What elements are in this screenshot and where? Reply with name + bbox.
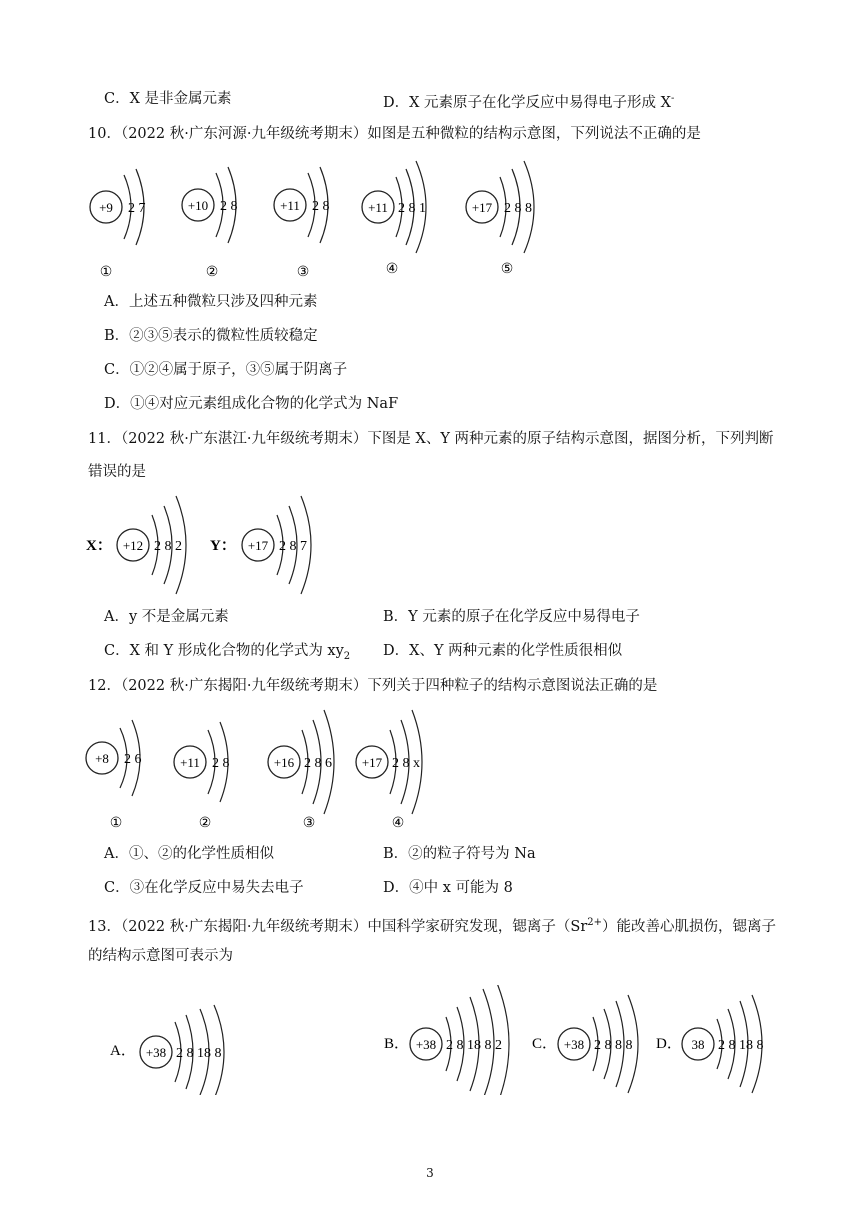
- svg-text:2 8: 2 8: [212, 756, 230, 771]
- q11-option-a: A．y 不是金属元素: [104, 609, 229, 625]
- svg-text:2 7: 2 7: [128, 201, 146, 216]
- svg-text:+17: +17: [361, 755, 383, 770]
- svg-text:②: ②: [198, 816, 212, 831]
- svg-text:2 8: 2 8: [312, 199, 330, 214]
- q10-option-d: D．①④对应元素组成化合物的化学式为 NaF: [104, 396, 399, 412]
- svg-text:+38: +38: [145, 1045, 167, 1060]
- q12-particle-3: [268, 710, 334, 831]
- svg-text:2 8 7: 2 8 7: [279, 539, 307, 554]
- q12-option-d: D．④中 x 可能为 8: [383, 880, 513, 896]
- svg-text:①: ①: [109, 816, 123, 831]
- q13-option-d: [656, 995, 764, 1093]
- svg-text:B．: B．: [384, 1036, 410, 1052]
- svg-text:④: ④: [391, 816, 405, 831]
- svg-text:+17: +17: [247, 538, 269, 553]
- svg-text:2 6: 2 6: [124, 752, 142, 767]
- svg-text:2 8 18 8: 2 8 18 8: [176, 1046, 222, 1061]
- q12-particle-2: [174, 722, 230, 831]
- svg-text:③: ③: [302, 816, 316, 831]
- q11-stem-line-1: 11．（2022 秋·广东湛江·九年级统考期末）下图是 X、Y 两种元素的原子结构示意图，据图分析，下列判断: [88, 431, 774, 447]
- page-number: 3: [426, 1166, 434, 1180]
- svg-text:+10: +10: [187, 198, 209, 213]
- q13-option-c: [532, 995, 638, 1093]
- svg-text:+11: +11: [180, 755, 200, 770]
- svg-text:A．: A．: [110, 1043, 136, 1059]
- q9-option-d: D．X 元素原子在化学反应中易得电子形成 X-: [383, 93, 675, 111]
- svg-text:+38: +38: [415, 1037, 437, 1052]
- svg-text:④: ④: [385, 262, 399, 277]
- svg-text:①: ①: [99, 265, 113, 280]
- q11-x-atom: [86, 496, 186, 594]
- svg-text:2 8 2: 2 8 2: [154, 539, 182, 554]
- svg-text:2 8 8 8: 2 8 8 8: [594, 1038, 633, 1053]
- q10-stem: 10．（2022 秋·广东河源·九年级统考期末）如图是五种微粒的结构示意图，下列说法不正确的是: [88, 126, 701, 142]
- svg-text:+38: +38: [563, 1037, 585, 1052]
- svg-text:2 8: 2 8: [220, 199, 238, 214]
- svg-text:+12: +12: [122, 538, 144, 553]
- q13-stem-line-1: 13．（2022 秋·广东揭阳·九年级统考期末）中国科学家研究发现，锶离子$(Sr^{2+})$能改善心肌损伤，锶离子: [88, 917, 777, 935]
- q12-option-a: A．①、②的化学性质相似: [104, 846, 274, 862]
- svg-text:+8: +8: [95, 751, 109, 766]
- q13-stem-line-2: 的结构示意图可表示为: [88, 948, 233, 964]
- svg-text:②: ②: [205, 265, 219, 280]
- svg-text:⑤: ⑤: [500, 262, 514, 277]
- q12-stem: 12．（2022 秋·广东揭阳·九年级统考期末）下列关于四种粒子的结构示意图说法正确的是: [88, 678, 658, 694]
- q10-option-c: C．①②④属于原子，③⑤属于阴离子: [104, 362, 348, 378]
- q11-option-b: B．Y 元素的原子在化学反应中易得电子: [383, 609, 640, 625]
- q11-option-d: D．X、Y 两种元素的化学性质很相似: [383, 643, 623, 659]
- svg-text:X：: X：: [86, 538, 112, 554]
- q11-diagrams: [82, 490, 342, 600]
- svg-text:2 8 18 8 2: 2 8 18 8 2: [446, 1038, 502, 1053]
- svg-text:2 8 18 8: 2 8 18 8: [718, 1038, 764, 1053]
- q11-option-c: C．X 和 Y 形成化合物的化学式为 $xy_2$: [104, 643, 351, 662]
- svg-text:2 8 8: 2 8 8: [504, 201, 532, 216]
- q10-option-b: B．②③⑤表示的微粒性质较稳定: [104, 328, 318, 344]
- svg-text:+11: +11: [368, 200, 388, 215]
- q12-particle-1: [86, 720, 142, 831]
- q12-particle-4: [356, 710, 422, 831]
- q13-diagrams: [100, 985, 800, 1095]
- svg-text:+16: +16: [273, 755, 295, 770]
- svg-text:2 8 x: 2 8 x: [392, 756, 420, 771]
- q10-option-a: A．上述五种微粒只涉及四种元素: [104, 294, 318, 310]
- svg-text:D．: D．: [656, 1036, 682, 1052]
- q10-particle-3: [274, 167, 330, 280]
- svg-text:Y：: Y：: [210, 538, 236, 554]
- q11-y-atom: [210, 496, 311, 594]
- svg-text:+9: +9: [99, 200, 113, 215]
- q12-option-c: C．③在化学反应中易失去电子: [104, 880, 304, 896]
- q10-diagrams: [80, 155, 580, 285]
- q9-option-c: C．X 是非金属元素: [104, 91, 232, 107]
- svg-text:38: 38: [691, 1037, 705, 1052]
- svg-text:+17: +17: [471, 200, 493, 215]
- q13-option-a: [110, 1005, 224, 1095]
- q10-particle-2: [182, 167, 238, 280]
- svg-text:③: ③: [296, 265, 310, 280]
- q11-stem-line-2: 错误的是: [88, 464, 146, 480]
- q12-diagrams: [80, 706, 460, 836]
- q10-particle-5: [466, 161, 534, 277]
- svg-text:+11: +11: [280, 198, 300, 213]
- svg-text:2 8 1: 2 8 1: [398, 201, 426, 216]
- svg-text:2 8 6: 2 8 6: [304, 756, 332, 771]
- svg-text:C．: C．: [532, 1036, 558, 1052]
- q12-option-b: B．②的粒子符号为 Na: [383, 846, 536, 862]
- q13-option-b: [384, 985, 509, 1095]
- q10-particle-4: [362, 161, 426, 277]
- q10-particle-1: [90, 169, 146, 280]
